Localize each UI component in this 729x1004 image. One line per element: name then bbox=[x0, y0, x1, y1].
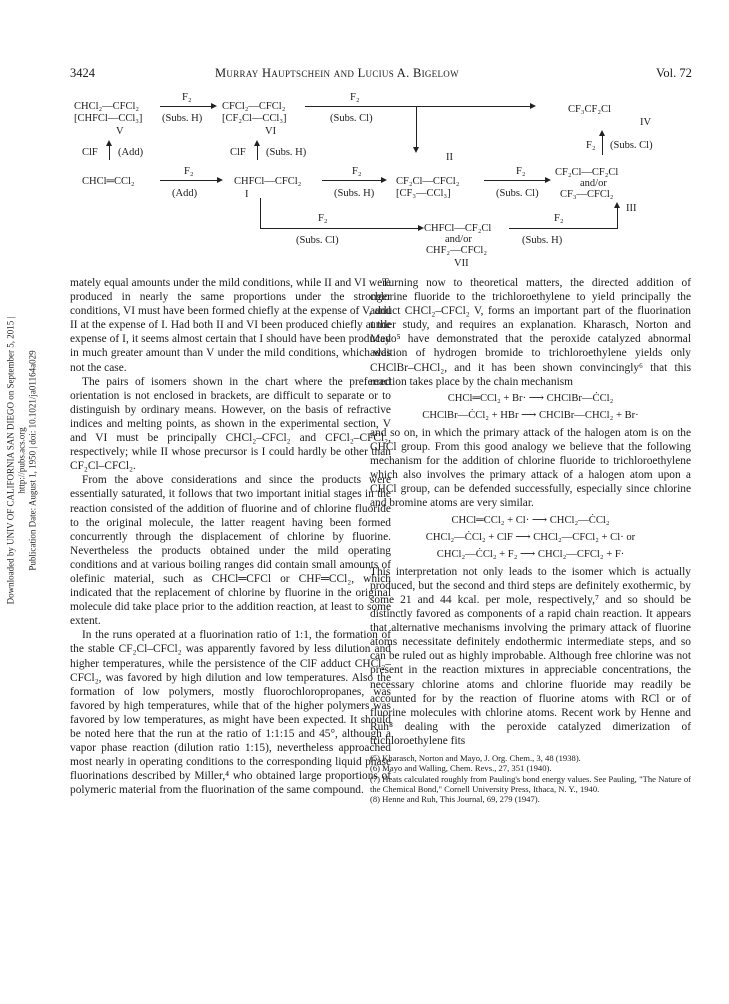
publication-line: Publication Date: August 1, 1950 | doi: 10.1021/ja01164a029 bbox=[27, 350, 38, 571]
cond-subs-h: (Subs. H) bbox=[162, 113, 203, 124]
equation: CHCl₂—ĊCl₂ + F₂ ⟶ CHCl₂—CFCl₂ + F· bbox=[436, 548, 625, 560]
cond-subs-cl: (Subs. Cl) bbox=[330, 113, 373, 124]
compound-start: CHCl═CCl₂ bbox=[82, 176, 135, 187]
cond-subs-cl: (Subs. Cl) bbox=[610, 140, 653, 151]
reagent-f2: F₂ bbox=[350, 92, 360, 103]
cond-subs-h: (Subs. H) bbox=[266, 147, 307, 158]
reagent-f2: F₂ bbox=[516, 166, 526, 177]
compound-vi-bottom: [CF₂Cl—CCl₃] bbox=[222, 113, 287, 124]
download-line: Downloaded by UNIV OF CALIFORNIA SAN DIEGO on September 5, 2015 | http://pubs.acs.org bbox=[5, 316, 27, 605]
label-vii: VII bbox=[454, 258, 469, 269]
running-authors: Murray Hauptschein and Lucius A. Bigelow bbox=[215, 66, 459, 80]
cond-subs-h: (Subs. H) bbox=[522, 235, 563, 246]
paragraph: From the above considerations and since the products were essentially saturated, it follows that two important initial stages in the reaction consisted of the addition of fluorine and of chlorine fluoride to the original molecule, the latter reagent having been formed concurrently through the displacement of chlorine by fluorine. Nevertheless the products obtained under the mild operating conditions and at various boiling ranges did contain small amounts of olefinic material, such as CHCl═CFCl or CHF═CCl₂, which indicated that the replacement of chlorine by fluorine in the original molecule did take place prior to the addition reaction, at least to some extent. bbox=[70, 474, 391, 628]
reagent-clf: ClF bbox=[82, 147, 98, 158]
compound-vi-top: CFCl₂—CFCl₂ bbox=[222, 101, 286, 112]
label-iii: III bbox=[626, 203, 637, 214]
compound-v-bottom: [CHFCl—CCl₃] bbox=[74, 113, 143, 124]
compound-iv: CF₃CF₂Cl bbox=[568, 104, 611, 115]
reagent-f2: F₂ bbox=[182, 92, 192, 103]
compound-vii-bottom: CHF₂—CFCl₂ bbox=[426, 245, 488, 256]
compound-ii-top: CF₂Cl—CFCl₂ bbox=[396, 176, 460, 187]
footnote: (6) Mayo and Walling, Chem. Revs., 27, 351 (1940). bbox=[370, 763, 552, 774]
paragraph: In the runs operated at a fluorination ratio of 1:1, the formation of the stable CF₂Cl–CFCl₂ was apparently favored by less dilution and higher temperatures, while the persistence of the ClF adduct CHCl₂–CFCl₂, was favored by high dilution and low temperatures. Also the formation of low polymers, mostly fluorochloropropanes, was favored by high temperatures, while that of the higher polymers was favored by low temperatures, as might have been expected. It should be noted here that the run at the ratio of 1:1:15 and 45°, although a vapor phase reaction (dilution ratio 1:15), nevertheless approached most nearly in operating conditions to the corresponding liquid phase fluorinations described by Miller,⁴ who obtained large proportions of polymeric material from the fluorination of the same compound. bbox=[70, 629, 391, 797]
reagent-clf: ClF bbox=[230, 147, 246, 158]
paragraph: Turning now to theoretical matters, the directed addition of chlorine fluoride to the trichloroethylene to yield principally the adduct CHCl₂–CFCl₂ V, forms an important part of the fluorination under study, and requires an explanation. Kharasch, Norton and Mayo⁵ have demonstrated that the peroxide catalyzed abnormal addition of hydrogen bromide to trichloroethylene yields only CHClBr–CHCl₂, and it has been shown convincingly⁶ that this reaction takes place by the chain mechanism bbox=[370, 277, 691, 388]
compound-ii-bottom: [CF₃—CCl₃] bbox=[396, 188, 451, 199]
paragraph: The pairs of isomers shown in the chart where the preferred orientation is not enclosed in brackets, are difficult to separate or to distinguish by ordinary means. However, on the basis of refractive indices and melting points, as shown in the experimental section, V and VI must be principally CHCl₂–CFCl₂ and CFCl₂–CFCl₂, respectively; while II whose precursor is I could hardly be other than CF₂Cl–CFCl₂. bbox=[70, 375, 391, 473]
equation: CHClBr—ĊCl₂ + HBr ⟶ CHClBr—CHCl₂ + Br· bbox=[422, 409, 639, 421]
reagent-f2: F₂ bbox=[352, 166, 362, 177]
download-watermark bbox=[6, 311, 39, 611]
cond-subs-h: (Subs. H) bbox=[334, 188, 375, 199]
compound-iii-bottom: CF₃—CFCl₂ bbox=[560, 189, 614, 200]
compound-iii-mid: and/or bbox=[580, 178, 607, 189]
cond-add: (Add) bbox=[118, 147, 144, 158]
footnote: (7) Heats calculated roughly from Pauling's bond energy values. See Pauling, "The Nature of the Chemical Bond," Cornell University Press, Ithaca, N. Y., 1940. bbox=[370, 773, 691, 794]
equation: CHCl═CCl₂ + Br· ⟶ CHClBr—ĊCl₂ bbox=[447, 392, 614, 404]
paragraph: This interpretation not only leads to the isomer which is actually produced, but the second and third steps are definitely exothermic, by some 21 and 44 kcal. per mole, respectively,⁷ and so should be distinctly favored as components of a rapid chain reaction. It appears that alternative mechanisms involving the primary attack of fluorine atoms necessitate definitely endothermic intermediate steps, and so can be ruled out as highly improbable. Although free chlorine was not present in the reaction mixtures in appreciable concentrations, the necessary chlorine atoms and chlorine fluoride may readily be accounted for by the reaction of fluorine atoms with RCl or of fluorine molecules with chlorine atoms. Recent work by Henne and Ruh⁸ dealing with the peroxide catalyzed dimerization of trichloroethylene fits bbox=[370, 565, 691, 747]
footnote: (5) Kharasch, Norton and Mayo, J. Org. Chem., 3, 48 (1938). bbox=[370, 753, 581, 763]
label-iv: IV bbox=[640, 117, 652, 128]
compound-v-top: CHCl₂—CFCl₂ bbox=[74, 101, 140, 112]
cond-subs-cl: (Subs. Cl) bbox=[496, 188, 539, 199]
cond-subs-cl: (Subs. Cl) bbox=[296, 235, 339, 246]
reagent-f2: F₂ bbox=[554, 213, 564, 224]
paragraph: and so on, in which the primary attack of the halogen atom is on the CHCl group. From this good analogy we believe that the following mechanism for the addition of chlorine fluoride to trichloroethylene which also involves the primary attack of a halogen atom upon a CHCl group, can be defended successfully, especially since chlorine and bromine atoms are very similar. bbox=[370, 426, 691, 510]
equation: CHCl₂—ĊCl₂ + ClF ⟶ CHCl₂—CFCl₂ + Cl· or bbox=[425, 531, 636, 543]
label-v: V bbox=[116, 126, 124, 137]
page-number: 3424 bbox=[70, 66, 95, 80]
right-column bbox=[370, 276, 691, 804]
reagent-f2: F₂ bbox=[318, 213, 328, 224]
compound-i: CHFCl—CFCl₂ bbox=[234, 176, 302, 187]
reagent-f2: F₂ bbox=[184, 166, 194, 177]
equation: CHCl═CCl₂ + Cl· ⟶ CHCl₂—ĊCl₂ bbox=[451, 514, 610, 526]
reagent-f2: F₂ bbox=[586, 140, 596, 151]
label-vi: VI bbox=[265, 126, 277, 137]
paragraph: mately equal amounts under the mild conditions, while II and VI were produced in nearly the same proportions under the stronger conditions, VI must have been formed chiefly at the expense of V, and II at the expense of I. Had both II and VI been produced chiefly at the expense of I, it seems almost certain that I should have been produced in much greater amount than V under the mild conditions, which was not the case. bbox=[70, 277, 391, 374]
cond-add: (Add) bbox=[172, 188, 198, 199]
footnote: (8) Henne and Ruh, This Journal, 69, 279 (1947). bbox=[370, 794, 540, 805]
label-ii-top: II bbox=[446, 152, 453, 163]
compound-vii-mid: and/or bbox=[445, 234, 472, 245]
compound-vii-top: CHFCl—CF₂Cl bbox=[424, 223, 492, 234]
volume-label: Vol. 72 bbox=[656, 66, 692, 80]
left-column bbox=[70, 276, 391, 797]
label-i: I bbox=[245, 189, 249, 200]
compound-iii-top: CF₂Cl—CF₂Cl bbox=[555, 167, 619, 178]
